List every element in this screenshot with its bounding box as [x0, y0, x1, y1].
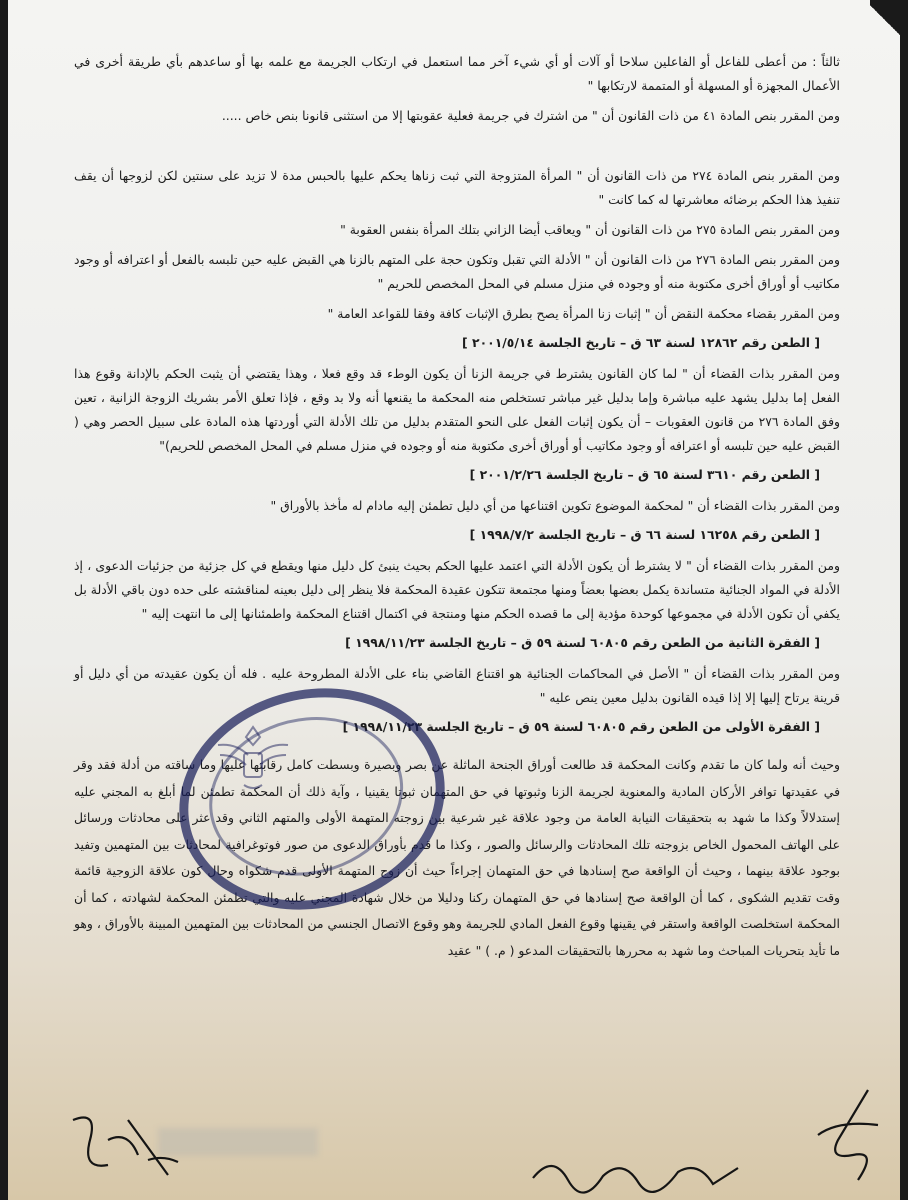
- signature-left: [68, 1100, 188, 1180]
- ruling-citation-1: [ الطعن رقم ١٢٨٦٢ لسنة ٦٣ ق – تاريخ الجلسة ٢٠٠١/٥/١٤ ]: [462, 335, 820, 350]
- paragraph-supporting-evidence: ومن المقرر بذات القضاء أن " لا يشترط أن يكون الأدلة التي اعتمد عليها الحكم بحيث ينبئ كل دليل منها ويقطع في كل جزئية من جزئيات الدعوى ، إذ الأدلة في المواد الجنائية متساندة يكمل بعضها بعضاً ومنها مجتمعة تتكون عقيدة المحكمة فلا ينظر إلى دليل بعينه لمناقشته على حده دون باقي الأدلة بل يكفي أن تكون الأدلة في مجموعها كوحدة مؤدية إلى ما قصده الحكم منها ومنتجة في اكتمال اقتناع المحكمة واطمئنانها إلى ما انتهت إليه ": [74, 558, 840, 621]
- paragraph-judge-conviction: ومن المقرر بذات القضاء أن " الأصل في المحاكمات الجنائية هو اقتناع القاضي بناء على الأدلة المطروحة عليه . فله أن يكون عقيدته من أي دليل أو قرينة يرتاح إليها إلا إذا قيده القانون بدليل معين ينص عليه ": [74, 666, 840, 705]
- paragraph-adultery-act: ومن المقرر بذات القضاء أن " لما كان القانون يشترط في جريمة الزنا أن يكون الوطء قد وقع فعلا ، وهذا يقتضي أن يثبت الحكم بالإدانة وقوع هذا الفعل إما بدليل يشهد عليه مباشرة وإما بدليل غير مباشر تستخلص منه المحكمة ما يقنعها أنه ولا بد وقع ، فإذا تعلق الأمر بشريك الزوجة الزانية ، تعين وفق المادة ٢٧٦ من قانون العقوبات – أن يكون إثبات الفعل على النحو المتقدم بدليل من تلك الأدلة التي أوردتها هذه المادة على سبيل الحصر وهي ( القبض عليه حين تلبسه أو اعترافه أو وجود مكاتيب أو أوراق أخرى مكتوبة منه أو وجوده في منزل مسلم في المحل المخصص للحريم)": [74, 366, 840, 453]
- signature-center: [528, 1148, 748, 1198]
- paragraph-article-275: ومن المقرر بنص المادة ٢٧٥ من ذات القانون أن " ويعاقب أيضا الزاني بتلك المرأة بنفس العقوبة ": [340, 222, 840, 237]
- paragraph-article-41: ومن المقرر بنص المادة ٤١ من ذات القانون أن " من اشترك في جريمة فعلية عقوبتها إلا من استثنى قانونا بنص خاص .....: [221, 108, 840, 123]
- paragraph-accomplice-definition: ثالثاً : من أعطى للفاعل أو الفاعلين سلاحا أو آلات أو أي شيء آخر مما استعمل في ارتكاب الجريمة مع علمه بها أو ساعدهم بأي طريقة أخرى في الأعمال المجهزة أو المسهلة أو المتممة لارتكابها ": [74, 54, 840, 93]
- page-corner-fold: [870, 0, 900, 40]
- paragraph-conviction-evidence: ومن المقرر بذات القضاء أن " لمحكمة الموضوع تكوين اقتناعها من أي دليل تطمئن إليه مادام له مأخذ بالأوراق ": [270, 498, 840, 513]
- ruling-citation-2: [ الطعن رقم ٣٦١٠ لسنة ٦٥ ق – تاريخ الجلسة ٢٠٠١/٢/٢٦ ]: [469, 467, 820, 482]
- paragraph-article-276: ومن المقرر بنص المادة ٢٧٦ من ذات القانون أن " الأدلة التي تقبل وتكون حجة على المتهم بالزنا هي القبض عليه حين تلبسه بالفعل أو اعترافه أو وجود مكاتيب أو أوراق أخرى مكتوبة منه أو وجوده في منزل مسلم في المحل المخصص للحريم ": [74, 252, 840, 291]
- paragraph-court-findings: وحيث أنه ولما كان ما تقدم وكانت المحكمة قد طالعت أوراق الجنحة الماثلة عن بصر وبصيرة وبسطت كامل رقابتها عليها وما ساقته من أدلة فقد وقر في عقيدتها توافر الأركان المادية والمعنوية لجريمة الزنا وثبوتها في حق المتهمان ثبوتا يقينيا ، وآية ذلك أن المحكمة تطمئن لما أبلغ به المجني عليه إستدلالاً وكذا ما شهد به بتحقيقات النيابة العامة من وجود علاقة غير شرعية بين زوجته المتهمة الأولى والمتهم الثاني وقد عثر على محادثات ورسائل على الهاتف المحمول الخاص بزوجته تلك المحادثات والرسائل والصور ، وكذا ما قدم بأوراق الدعوى من صور فوتوغرافية لمحادثات بين المتهمين وتفيد بوجود علاقة بينهما ، وحيث أن الواقعة صح إسنادها في حق المتهمان إجراءاً حيث أن زوج المتهمة الأولى قدم شكواه وحال كون علاقة الزوجية قائمة وقت تقديم الشكوى ، كما أن الواقعة صح إسنادها في حق المتهمان ركنا ودليلا من خلال شهادة المجني عليه والتي تطمئن المحكمة لشهادته ، كما أن المحكمة استخلصت الواقعة واستقر في يقينها وقوع الفعل المادي للجريمة وهو وقوع الاتصال الجنسي من المحادثات بين المتهمين المبينة بالأوراق ، وهو ما تأيد بتحريات المباحث وما شهد به محررها بالتحقيقات المدعو ( م. ) " عقيد: [74, 757, 840, 958]
- ruling-citation-4: [ الفقرة الثانية من الطعن رقم ٦٠٨٠٥ لسنة ٥٩ ق – تاريخ الجلسة ١٩٩٨/١١/٢٣ ]: [345, 635, 820, 650]
- document-page: [8, 0, 900, 1200]
- signature-right: [798, 1080, 888, 1190]
- ruling-citation-3: [ الطعن رقم ١٦٢٥٨ لسنة ٦٦ ق – تاريخ الجلسة ١٩٩٨/٧/٢ ]: [469, 527, 820, 542]
- ruling-citation-5: [ الفقرة الأولى من الطعن رقم ٦٠٨٠٥ لسنة ٥٩ ق – تاريخ الجلسة ١٩٩٨/١١/٢٣ ]: [342, 719, 820, 734]
- paragraph-cassation-proof: ومن المقرر بقضاء محكمة النقض أن " إثبات زنا المرأة يصح بطرق الإثبات كافة وفقا للقواعد العامة ": [327, 306, 840, 321]
- paragraph-article-274: ومن المقرر بنص المادة ٢٧٤ من ذات القانون أن " المرأة المتزوجة التي ثبت زناها يحكم عليها بالحبس مدة لا تزيد على سنتين لكن لزوجها أن يقف تنفيذ هذا الحكم برضائه معاشرتها له كما كانت ": [74, 168, 840, 207]
- paragraph-gap: [74, 134, 840, 164]
- eagle-emblem-icon: [208, 715, 298, 805]
